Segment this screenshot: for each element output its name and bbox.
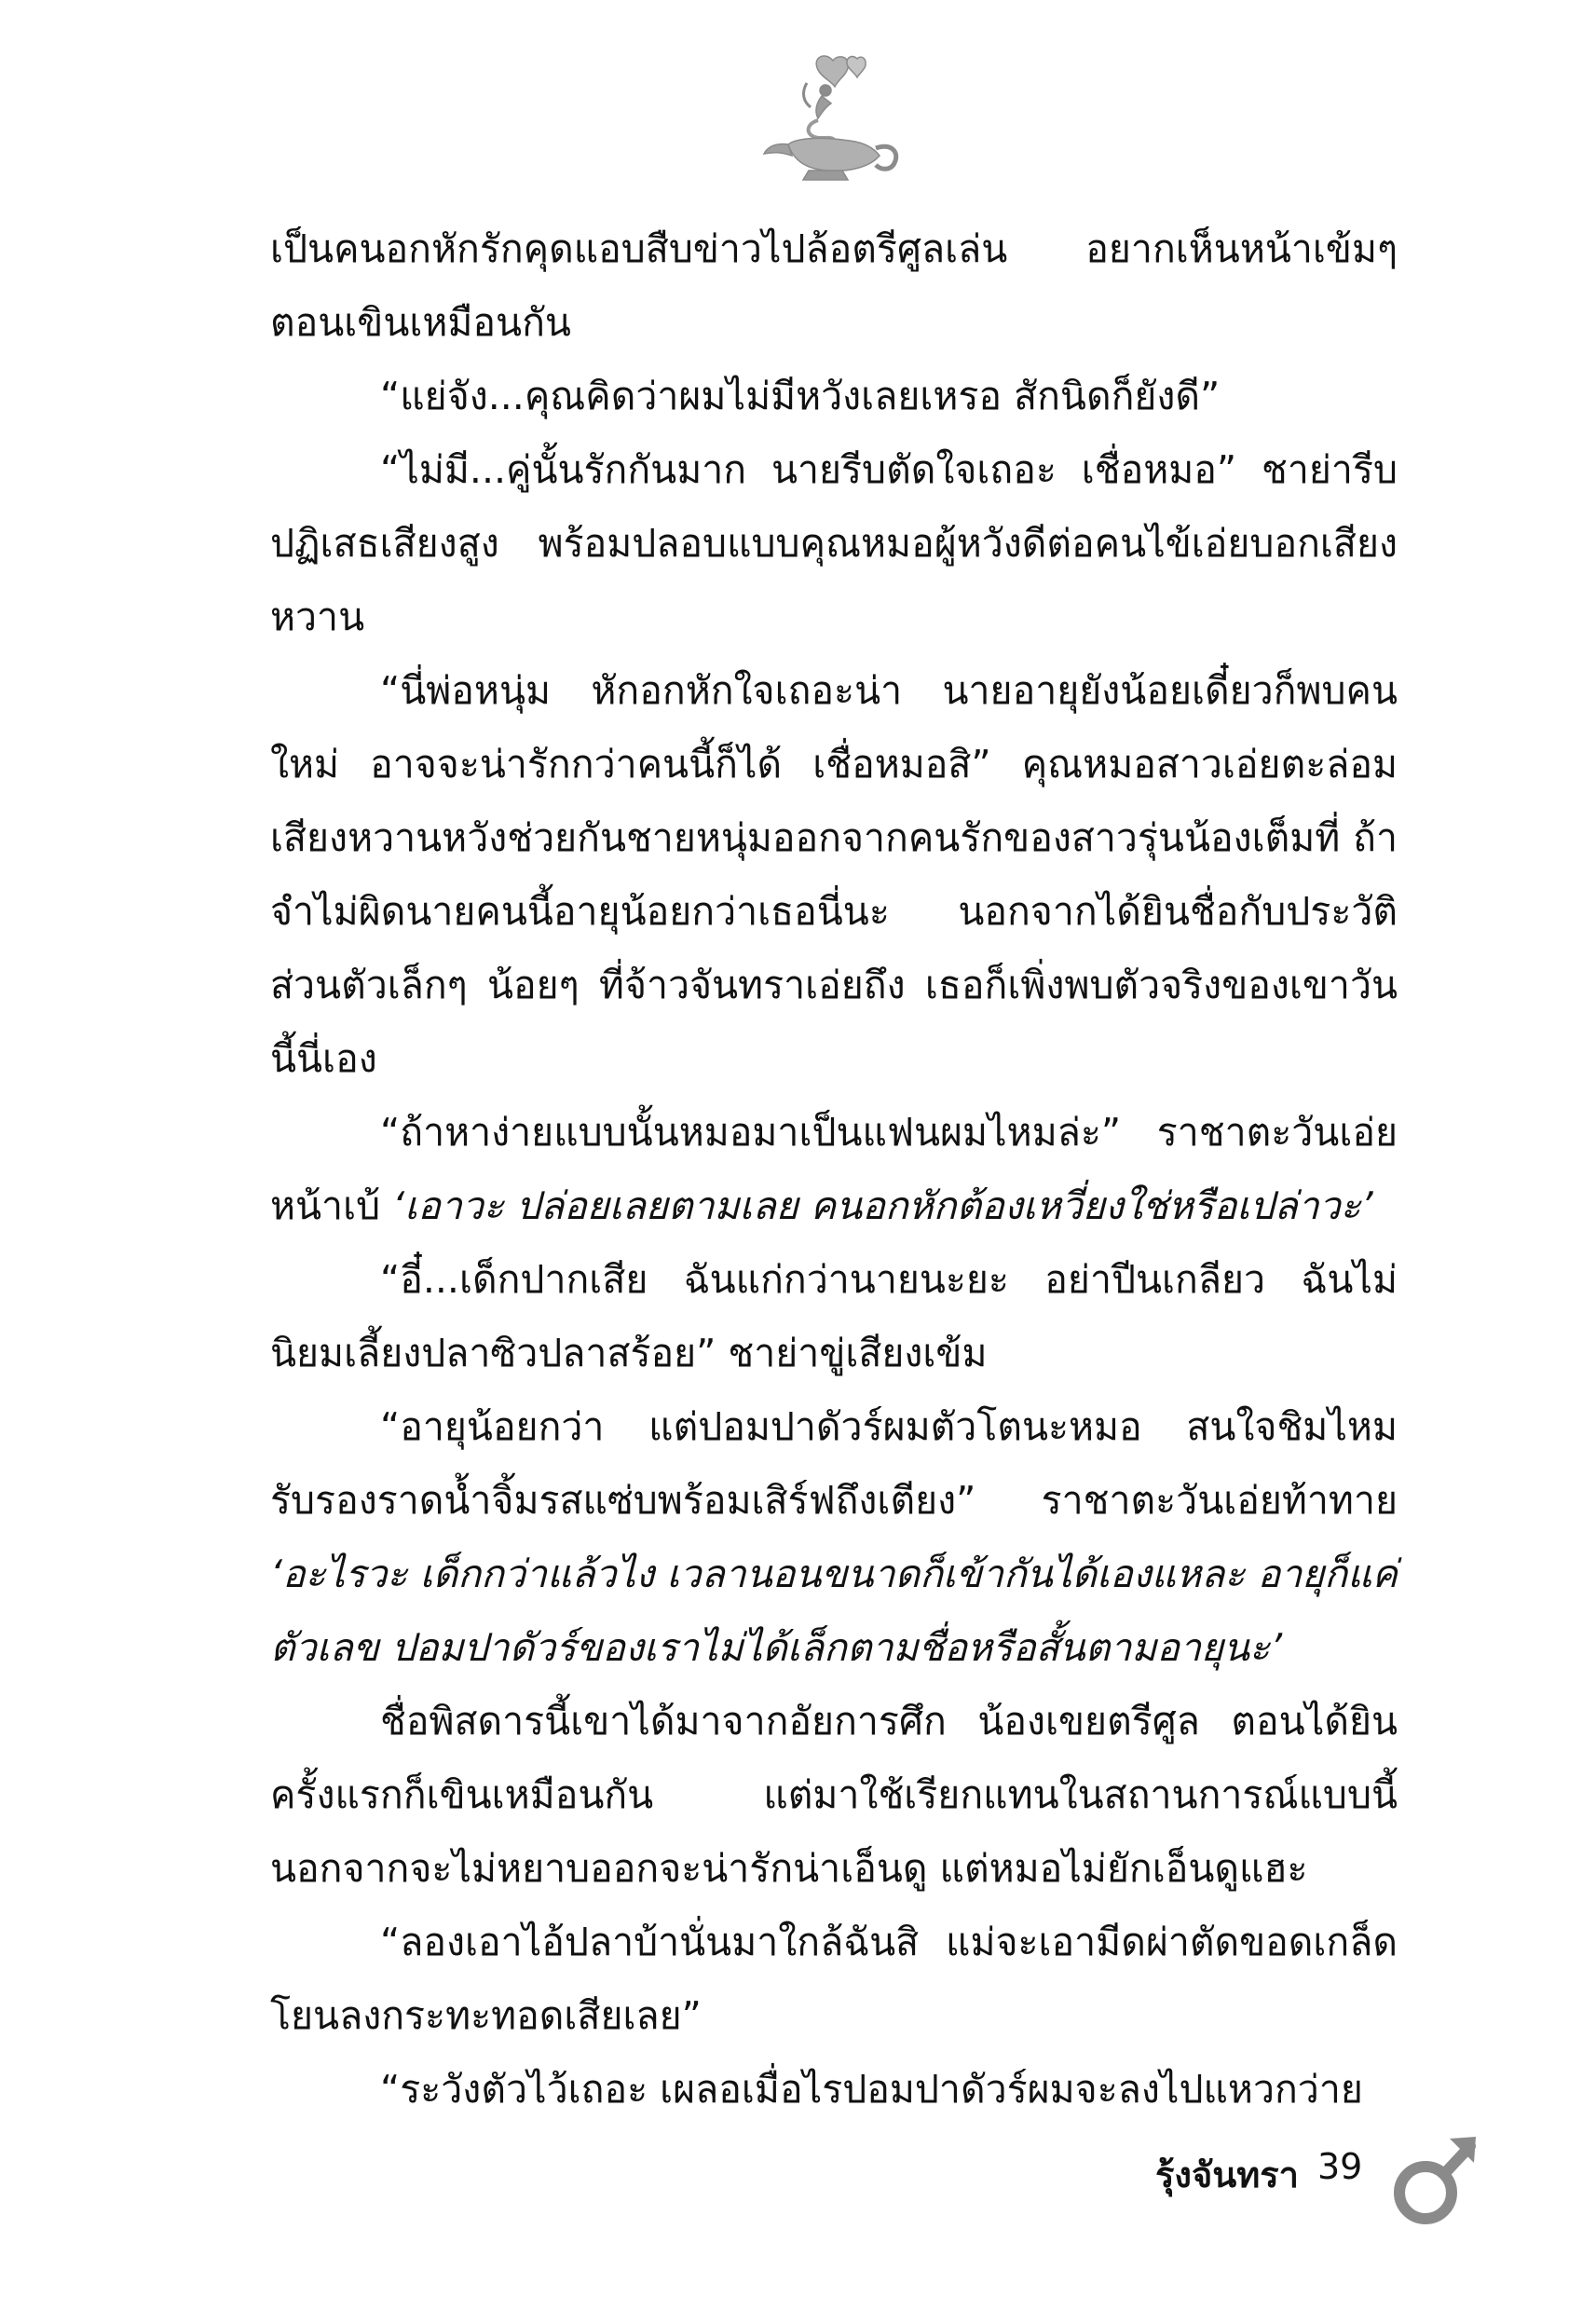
paragraph-text: “แย่จัง...คุณคิดว่าผมไม่มีหวังเลยเหรอ สักนิดก็ยังดี” [380, 374, 1221, 418]
page-number: 39 [1317, 2146, 1363, 2187]
inner-thought-text: ‘อะไรวะ เด็กกว่าแล้วไง เวลานอนขนาดก็เข้ากันได้เองแหละ อายุก็แค่ตัวเลข ปอมปาดัวร์ของเราไม่ได้เล็กตามชื่อหรือสั้นตามอายุนะ’ [270, 1552, 1398, 1670]
male-symbol-icon [1388, 2129, 1481, 2232]
body-paragraph [270, 1243, 1398, 1390]
paragraph-text: “อายุน้อยกว่า แต่ปอมปาดัวร์ผมตัวโตนะหมอ สนใจชิมไหมรับรองราดน้ำจิ้มรสแซ่บพร้อมเสิร์ฟถึงเตียง” ราชาตะวันเอ่ยท้าทาย [270, 1404, 1398, 1523]
body-paragraph [270, 2053, 1398, 2126]
body-text [270, 212, 1398, 2126]
body-paragraph [270, 360, 1398, 433]
inner-thought-text: ‘เอาวะ ปล่อยเลยตามเลย คนอกหักต้องเหวี่ยงใช่หรือเปล่าวะ’ [392, 1183, 1373, 1228]
paragraph-text: “ไม่มี...คู่นั้นรักกันมาก นายรีบตัดใจเถอะ เชื่อหมอ” ชาย่ารีบปฏิเสธเสียงสูง พร้อมปลอบแบบคุณหมอผู้หวังดีต่อคนไข้เอ่ยบอกเสียงหวาน [270, 447, 1398, 639]
body-paragraph [270, 1906, 1398, 2053]
paragraph-text: “ระวังตัวไว้เถอะ เผลอเมื่อไรปอมปาดัวร์ผมจะลงไปแหวกว่าย [380, 2067, 1363, 2112]
page-footer [1118, 2129, 1481, 2269]
paragraph-text: ชื่อพิสดารนี้เขาได้มาจากอัยการศึก น้องเขยตรีศูล ตอนได้ยินครั้งแรกก็เขินเหมือนกัน แต่มาใช้เรียกแทนในสถานการณ์แบบนี้นอกจากจะไม่หยาบออกจะน่ารักน่าเอ็นดู แต่หมอไม่ยักเอ็นดูแฮะ [270, 1699, 1398, 1891]
paragraph-text: “ลองเอาไอ้ปลาบ้านั่นมาใกล้ฉันสิ แม่จะเอามีดผ่าตัดขอดเกล็ดโยนลงกระทะทอดเสียเลย” [270, 1920, 1398, 2038]
paragraph-text: เป็นคนอกหักรักคุดแอบสืบข่าวไปล้อตรีศูลเล่น อยากเห็นหน้าเข้มๆ ตอนเขินเหมือนกัน [270, 226, 1398, 345]
body-paragraph [270, 1096, 1398, 1243]
paragraph-text: “อี๋...เด็กปากเสีย ฉันแก่กว่านายนะยะ อย่าปีนเกลียว ฉันไม่นิยมเลี้ยงปลาซิวปลาสร้อย” ชาย่าขู่เสียงเข้ม [270, 1257, 1398, 1375]
body-paragraph [270, 433, 1398, 654]
body-paragraph [270, 212, 1398, 360]
body-paragraph [270, 654, 1398, 1096]
body-paragraph [270, 1390, 1398, 1685]
paragraph-text: “ถ้าหาง่ายแบบนั้นหมอมาเป็นแฟนผมไหมล่ะ” ราชาตะวันเอ่ยหน้าเบ้ [270, 1110, 1398, 1228]
book-title: รุ้งจันทรา [1155, 2154, 1300, 2195]
paragraph-text: “นี่พ่อหนุ่ม หักอกหักใจเถอะน่า นายอายุยังน้อยเดี๋ยวก็พบคนใหม่ อาจจะน่ารักกว่าคนนี้ก็ได้ เชื่อหมอสิ” คุณหมอสาวเอ่ยตะล่อมเสียงหวานหวังช่วยกันชายหนุ่มออกจากคนรักของสาวรุ่นน้องเต็มที่ ถ้าจำไม่ผิดนายคนนี้อายุน้อยกว่าเธอนี่นะ นอกจากได้ยินชื่อกับประวัติส่วนตัวเล็กๆ น้อยๆ ที่จ้าวจันทราเอ่ยถึง เธอก็เพิ่งพบตัวจริงของเขาวันนี้นี่เอง [270, 668, 1398, 1081]
fairy-teapot-ornament-icon [760, 51, 909, 186]
body-paragraph [270, 1685, 1398, 1906]
